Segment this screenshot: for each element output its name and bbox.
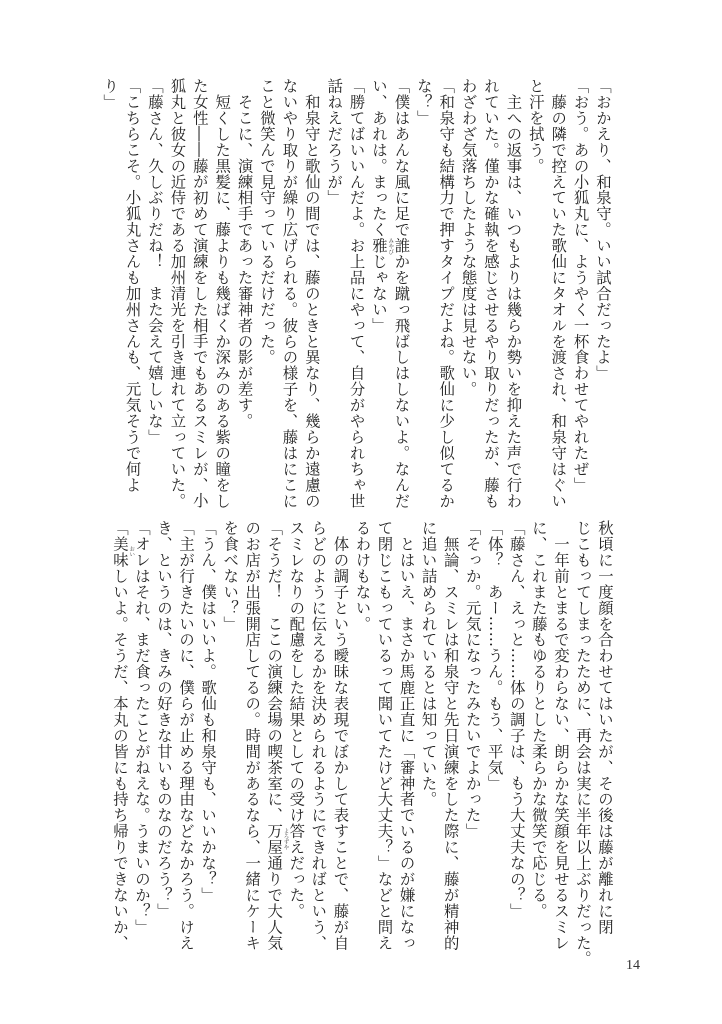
text-column: 「藤さん、えっと……体の調子は、もう大丈夫なの？」 bbox=[507, 520, 526, 919]
text-column: 「藤さん、久しぶりだね！ また会えて嬉しいな」 bbox=[146, 78, 164, 445]
text-column: を食べない？」 bbox=[221, 520, 240, 632]
text-column: 「美味しいよ。そうだ、本丸の皆にも持ち帰りできないか、 bbox=[110, 520, 129, 951]
text-column: わざわざ気落ちしたような態度は見せない。 bbox=[459, 78, 478, 397]
ruby-reading: よろずや bbox=[282, 827, 289, 850]
text-column: ないやり取りが繰り広げられる。彼らの様子を、藤はにこに bbox=[280, 78, 299, 509]
text-column: な？」 bbox=[414, 78, 433, 126]
text-column: 「体？ あー……うん。もう、平気」 bbox=[485, 520, 504, 792]
text-column: て閉じこもっているって聞いてたけど大丈夫？」などと問え bbox=[375, 520, 394, 951]
text-column: 「和泉守も結構力で押すタイプだよね。歌仙に少し似てるか bbox=[437, 78, 456, 509]
text-column: 主への返事は、いつもよりは幾らか勢いを抑えた声で行わ bbox=[504, 78, 523, 509]
text-column: き、というのは、きみの好きな甘いものなのだろう？」 bbox=[155, 520, 173, 919]
text-column: 「そっか。元気になったみたいでよかった」 bbox=[463, 520, 482, 839]
text-column: そこに、演練相手であった審神者の影が差す。 bbox=[235, 78, 254, 429]
text-column: 「そうだ！ ここの演練会場の喫茶室に、万屋通りで大人気 bbox=[265, 520, 284, 951]
text-column: た女性――藤が初めて演練をした相手でもあるスミレが、小 bbox=[190, 78, 209, 509]
page-number: 14 bbox=[626, 958, 640, 973]
ruby-reading: みやび bbox=[387, 237, 394, 254]
text-column: 無論、スミレは和泉守と先日演練をした際に、藤が精神的 bbox=[441, 520, 460, 951]
text-column: 秋頃に一度顔を合わせてはいたが、その後は藤が離れに閉 bbox=[596, 520, 614, 935]
text-column: い、あれは。まったく雅じゃない」 bbox=[370, 78, 388, 334]
text-column: 「こちらこそ。小狐丸さんも加州さんも、元気そうで何よ bbox=[123, 78, 142, 493]
text-column: 「おかえり、和泉守。いい試合だったよ」 bbox=[594, 78, 612, 382]
text-column: れていた。僅かな確執を感じさせるやり取りだったが、藤も bbox=[482, 78, 500, 509]
text-column: に、これまた藤もゆるりとした柔らかな微笑で応じる。 bbox=[529, 520, 548, 919]
text-column: とはいえ、まさか馬鹿正直に「審神者でいるのが嫌になっ bbox=[397, 520, 416, 951]
text-column: じこもってしまったために、再会は実に半年以上ぶりだった。 bbox=[573, 520, 592, 967]
text-column: 体の調子という曖昧な表現でぼかして表すことで、藤が自 bbox=[331, 520, 350, 951]
text-column: 一年前とまるで変わらない、朗らかな笑顔を見せるスミレ bbox=[551, 520, 570, 951]
text-column: るわけもない。 bbox=[353, 520, 372, 632]
text-column: 和泉守と歌仙の間では、藤のときと異なり、幾らか遠慮の bbox=[302, 78, 321, 509]
text-column: 「勝てばいいんだよ。お上品にやって、自分がやられちゃ世 bbox=[347, 78, 366, 509]
text-column: 「オレはそれ、まだ食ったことがねえな。うまいのか？」 bbox=[132, 520, 151, 935]
ruby-reading: おい bbox=[128, 546, 135, 558]
text-column: 藤の隣で控えていた歌仙にタオルを渡され、和泉守はぐい bbox=[549, 78, 568, 509]
text-column: り」 bbox=[101, 78, 120, 110]
text-column: に追い詰められているとは知っていた。 bbox=[419, 520, 438, 808]
text-column: 「うん、僕はいいよ。歌仙も和泉守も、いいかな？」 bbox=[199, 520, 218, 903]
text-column: 「僕はあんな風に足で誰かを蹴っ飛ばしはしないよ。なんだ bbox=[392, 78, 411, 509]
text-column: 「主が行きたいのに、僕らが止める理由などなかろう。けえ bbox=[177, 520, 196, 951]
text-column: スミレなりの配慮をした結果としての受け答えだった。 bbox=[287, 520, 306, 919]
text-column: のお店が出張開店してるの。時間があるなら、一緒にケーキ bbox=[243, 520, 262, 951]
text-column: と汗を拭う。 bbox=[526, 78, 545, 174]
text-column: 短くした黒髪に、藤よりも幾ばくか深みのある紫の瞳をし bbox=[213, 78, 232, 509]
text-column: 狐丸と彼女の近侍である加州清光を引き連れて立っていた。 bbox=[168, 78, 187, 509]
text-column: 「おう。あの小狐丸に、ようやく一杯食わせてやれたぜ」 bbox=[571, 78, 590, 493]
text-column: こと微笑んで見守っているだけだった。 bbox=[258, 78, 276, 366]
text-column: らどのように伝えるかを決められるようにできればという、 bbox=[309, 520, 328, 951]
text-column: 話ねえだろうが」 bbox=[325, 78, 344, 206]
